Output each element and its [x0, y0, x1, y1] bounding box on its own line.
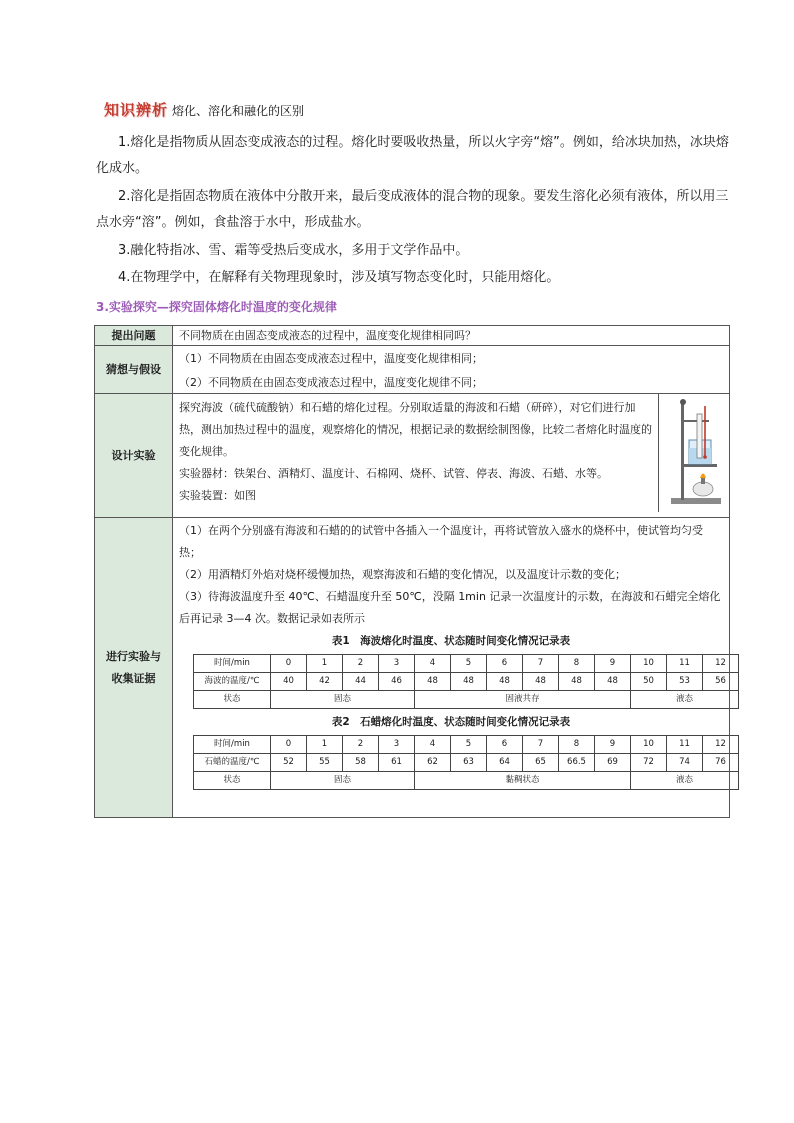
paragraph-3-text: 3.融化特指冰、雪、霜等受热后变成水，多用于文学作品中。 — [118, 243, 469, 258]
table2-state-solid: 固态 — [271, 772, 415, 790]
hypothesis-label: 猜想与假设 — [95, 346, 173, 394]
apparatus-text: 实验装置：如图 — [179, 489, 256, 502]
table2-caption: 表2 石蜡熔化时温度、状态随时间变化情况记录表 — [331, 716, 571, 728]
process-label-line-1: 进行实验与 — [106, 649, 161, 663]
table1 — [193, 654, 739, 709]
table1-temp-label: 海波的温度/℃ — [194, 673, 271, 691]
table1-time-cell: 12 — [703, 655, 739, 673]
table2-time-cell: 12 — [703, 736, 739, 754]
table2-temp-cell: 72 — [631, 754, 667, 772]
table1-time-cell: 8 — [559, 655, 595, 673]
table2-time-cell: 8 — [559, 736, 595, 754]
table2-temp-label: 石蜡的温度/℃ — [194, 754, 271, 772]
table2-temp-cell: 62 — [415, 754, 451, 772]
table1-temp-cell: 46 — [379, 673, 415, 691]
table1-temp-cell: 42 — [307, 673, 343, 691]
table1-state-liquid: 液态 — [631, 691, 739, 709]
table1-state-solid: 固态 — [271, 691, 415, 709]
table2-temp-cell: 61 — [379, 754, 415, 772]
table2-state-liquid: 液态 — [631, 772, 739, 790]
table1-time-label: 时间/min — [194, 655, 271, 673]
paragraph-4-text: 4.在物理学中，在解释有关物理现象时，涉及填写物态变化时，只能用熔化。 — [118, 270, 560, 285]
section-heading — [104, 98, 304, 120]
table2-temp-cell: 65 — [523, 754, 559, 772]
table1-time-cell: 7 — [523, 655, 559, 673]
table1-temp-cell: 44 — [343, 673, 379, 691]
table1-state-label: 状态 — [194, 691, 271, 709]
table2-state-viscous: 黏稠状态 — [415, 772, 631, 790]
table1-temp-cell: 53 — [667, 673, 703, 691]
table2-time-cell: 5 — [451, 736, 487, 754]
hypothesis-1: （1）不同物质在由固态变成液态过程中，温度变化规律相同； — [179, 352, 483, 365]
table2-temp-cell: 66.5 — [559, 754, 595, 772]
table2-temp-cell: 69 — [595, 754, 631, 772]
table2-time-cell: 0 — [271, 736, 307, 754]
table1-time-cell: 6 — [487, 655, 523, 673]
table2-temp-cell: 74 — [667, 754, 703, 772]
process-label-line-2: 收集证据 — [111, 671, 156, 685]
table2-time-cell: 3 — [379, 736, 415, 754]
step-3: （3）待海波温度升至 40℃、石蜡温度升至 50℃，没隔 1min 记录一次温度计的示数，在海波和石蜡完全熔化后再记录 3—4 次。数据记录如表所示 — [179, 590, 721, 625]
table1-temp-cell: 48 — [559, 673, 595, 691]
table1-time-cell: 9 — [595, 655, 631, 673]
paragraph-3 — [96, 238, 730, 264]
paragraph-2-text: 2.溶化是指固态物质在液体中分散开来，最后变成液体的混合物的现象。要发生溶化必须有液体，所以用三点水旁“溶”。例如，食盐溶于水中，形成盐水。 — [96, 189, 729, 230]
heading-tag: 知识辨析 — [104, 101, 169, 119]
table1-time-cell: 11 — [667, 655, 703, 673]
apparatus-illustration — [658, 394, 729, 512]
table2-time-cell: 9 — [595, 736, 631, 754]
paragraph-1-text: 1.熔化是指物质从固态变成液态的过程。熔化时要吸收热量，所以火字旁“熔”。例如，给冰块加热，冰块熔化成水。 — [96, 135, 729, 176]
table1-temp-cell: 48 — [487, 673, 523, 691]
question-label: 提出问题 — [95, 326, 173, 346]
design-text: 探究海波（硫代硫酸钠）和石蜡的熔化过程。分别取适量的海波和石蜡（研碎），对它们进行加热，测出加热过程中的温度，观察熔化的情况，根据记录的数据绘制图像，比较二者熔化时温度的变化规律。 — [179, 401, 652, 458]
table2-time-cell: 7 — [523, 736, 559, 754]
table1-temp-cell: 48 — [415, 673, 451, 691]
table1-time-cell: 4 — [415, 655, 451, 673]
table1-temp-cell: 48 — [595, 673, 631, 691]
table2-temp-cell: 76 — [703, 754, 739, 772]
table2-temp-cell: 64 — [487, 754, 523, 772]
hypothesis-cell — [173, 346, 730, 394]
table1-temp-cell: 50 — [631, 673, 667, 691]
table1-temp-cell: 48 — [451, 673, 487, 691]
table1-time-cell: 2 — [343, 655, 379, 673]
table1-temp-cell: 56 — [703, 673, 739, 691]
table1-temp-cell: 40 — [271, 673, 307, 691]
section-title: 3.实验探究—探究固体熔化时温度的变化规律 — [96, 300, 337, 314]
table2-state-label: 状态 — [194, 772, 271, 790]
table1-time-cell: 5 — [451, 655, 487, 673]
process-label — [95, 518, 173, 818]
stand-base — [671, 498, 721, 504]
step-1: （1）在两个分别盛有海波和石蜡的的试管中各插入一个温度计，再将试管放入盛水的烧杯中，使试管均匀受热； — [179, 524, 703, 559]
table2-time-label: 时间/min — [194, 736, 271, 754]
table1-time-cell: 1 — [307, 655, 343, 673]
table2-temp-cell: 63 — [451, 754, 487, 772]
design-cell — [173, 394, 730, 518]
table2-time-cell: 6 — [487, 736, 523, 754]
table2-time-cell: 11 — [667, 736, 703, 754]
table2-time-cell: 4 — [415, 736, 451, 754]
paragraph-4 — [96, 265, 730, 291]
table1-time-cell: 3 — [379, 655, 415, 673]
table2-temp-cell: 52 — [271, 754, 307, 772]
hypothesis-2: （2）不同物质在由固态变成液态过程中，温度变化规律不同； — [179, 376, 483, 389]
table1-time-cell: 0 — [271, 655, 307, 673]
equipment-text: 实验器材：铁架台、酒精灯、温度计、石棉网、烧杯、试管、停表、海波、石蜡、水等。 — [179, 467, 608, 480]
process-cell — [173, 518, 730, 818]
table2 — [193, 735, 739, 790]
table1-temp-cell: 48 — [523, 673, 559, 691]
table1-caption: 表1 海波熔化时温度、状态随时间变化情况记录表 — [331, 635, 571, 647]
table2-temp-cell: 55 — [307, 754, 343, 772]
table2-time-cell: 2 — [343, 736, 379, 754]
paragraph-2 — [96, 184, 730, 236]
table2-time-cell: 1 — [307, 736, 343, 754]
table1-time-cell: 10 — [631, 655, 667, 673]
table2-time-cell: 10 — [631, 736, 667, 754]
experiment-table — [94, 325, 730, 818]
question-text: 不同物质在由固态变成液态的过程中，温度变化规律相同吗？ — [173, 326, 730, 346]
table1-state-mixed: 固液共存 — [415, 691, 631, 709]
paragraph-1 — [96, 130, 730, 182]
heading-subtitle: 熔化、溶化和融化的区别 — [172, 104, 305, 118]
design-label: 设计实验 — [95, 394, 173, 518]
table2-temp-cell: 58 — [343, 754, 379, 772]
step-2: （2）用酒精灯外焰对烧杯缓慢加热，观察海波和石蜡的变化情况，以及温度计示数的变化； — [179, 568, 626, 581]
